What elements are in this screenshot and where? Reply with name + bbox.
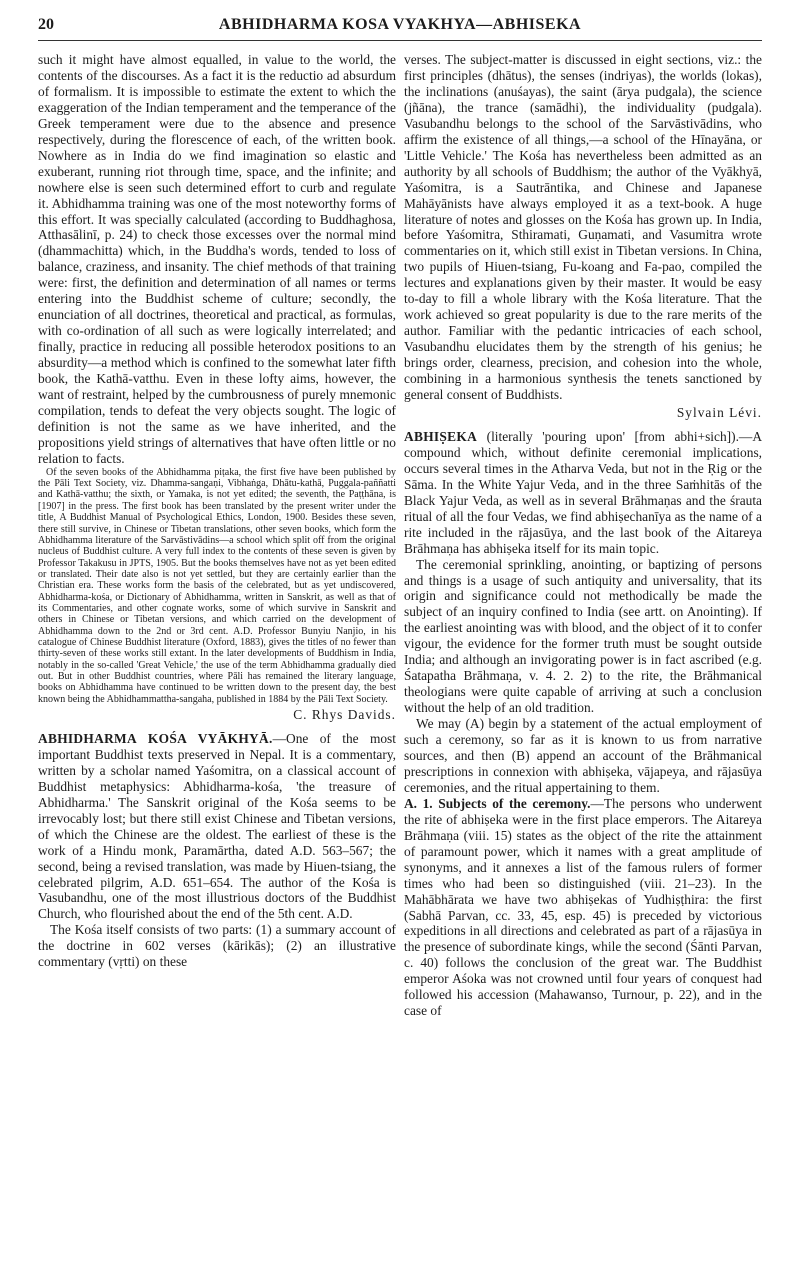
right-column bbox=[404, 52, 762, 1019]
paragraph: such it might have almost equalled, in value to the world, the contents of the discourses. As a fact it is the reductio ad absurdum of formalism. It is impossible to estimate the extent to which the exaggeration of the Indian temperament and the temperance of the Greek temperament were due to the absence and presence respectively, during the florescence of each, of the written book. Nowhere as in India do we find imagination so elastic and exuberant, running riot through time, space, and the infinite; and nowhere else is seen such determined effort to curb and regulate it. Abhidhamma training was one of the most noteworthy forms of this effort. It was specially calculated (according to Buddhaghosa, Atthasālinī, p. 24) to check those excesses over the normal mind (dhammachitta) which, in the Buddha's words, tended to loss of balance, craziness, and insanity. The chief methods of that training were: first, the definition and determination of all names or terms entering into the Buddhist scheme of culture; secondly, the enunciation of all doctrines, theoretical and practical, as formulas, with co-ordination of all such as were logically interrelated; and finally, practice in reducing all possible heterodox positions to an absurdity—a method which is confined to the somewhat later fifth book, the Kathā-vatthu. Even in these lofty aims, however, the want of restraint, helped by the cumbrousness of purely mnemonic compilation, tends to defeat the very objects sought. The logic of definition is not the same as we have inherited, and the propositions yield strings of alternatives that have often little or no relation to facts. bbox=[38, 52, 396, 466]
entry-text: —One of the most important Buddhist texts preserved in Nepal. It is a commentary, written by a scholar named Yaśomitra, on a classical account of Buddhist metaphysics: Abhidharma-kośa, 'the treasure of Abhidharma.' The Sanskrit original of the Kośa seems to be irrevocably lost; but there still exist Chinese and Tibetan versions, of which the Chinese are the oldest. The earliest of these is the work of a Hindu monk, Paramārtha, dated A.D. 563–567; the second, being a revised translation, was made by Hiuen-tsiang, the celebrated pilgrim, A.D. 651–654. The author of the Kośa is Vasubandhu, one of the most illustrious doctors of the Buddhist Church, who flourished about the end of the 5th cent. A.D. bbox=[38, 730, 396, 922]
entry-paragraph bbox=[404, 429, 762, 557]
footnote-paragraph: Of the seven books of the Abhidhamma piṭaka, the first five have been published by the Pāli Text Society, viz. Dhamma-sangaṇi, Vibhaṅga, Dhātu-kathā, Puggala-paññatti and Kathā-vatthu; the sixth, or Yamaka, is not yet edited; the seventh, the Paṭṭhāna, is [1907] in the press. The first book has been translated by the present writer under the title, A Buddhist Manual of Psychological Ethics, London, 1900. Besides these seven, there still survive, in Chinese or Tibetan translations, other seven books, which form the Abhidhamma literature of the Sarvāstivādins—a school which split off from the original nucleus of Buddhist culture. A very full index to the contents of these seven is given by Professor Takakusu in JPTS, 1905. But the books themselves have not as yet been edited or translated. Their date also is not yet settled, but they are certainly earlier than the Christian era. These works form the basis of the celebrated, but as yet undiscovered, Abhidharma-kośa, or Dictionary of Abhidhamma, written in Sanskrit, as well as that of its Commentaries, and other cognate works, some of which survive in Sanskrit and others in Chinese or Tibetan versions, and which carried on the development of Abhidhamma down to the 2nd or 3rd cent. A.D. Professor Bunyiu Nanjio, in his catalogue of Chinese Buddhist literature (Oxford, 1883), gives the titles of no fewer than thirty-seven of these works still extant. In the later developments of Buddhism in India, notably in the so-called 'Great Vehicle,' the use of the term Abhidhamma gradually died out. But in other Buddhist countries, where Pāli has remained the literary language, books on Abhidhamma have continued to be written down to the present day, the best known being the Abhidhammattha-sangaha, published in 1884 by the Pāli Text Society. bbox=[38, 466, 396, 705]
paragraph: We may (A) begin by a statement of the actual employment of such a ceremony, so far as it is known to us from narrative sources, and then (B) append an account of the Brāhmanical prescriptions in connexion with abhiṣeka, vājapeya, and rājasūya ceremonies, and the ritual appertaining to them. bbox=[404, 716, 762, 795]
paragraph: The Kośa itself consists of two parts: (1) a summary account of the doctrine in 602 verses (kārikās); (2) an illustrative commentary (vṛtti) on these bbox=[38, 922, 396, 970]
author-signature: Sylvain Lévi. bbox=[676, 404, 762, 420]
entry-paragraph bbox=[38, 731, 396, 922]
page-number: 20 bbox=[38, 16, 54, 33]
page-header bbox=[38, 14, 762, 41]
running-title: ABHIDHARMA KOSA VYAKHYA—ABHISEKA bbox=[218, 16, 582, 33]
subsection-paragraph bbox=[404, 796, 762, 1019]
subsection-text: —The persons who underwent the rite of abhiṣeka were in the first place emperors. The Aitareya Brāhmaṇa (viii. 15) states as the object of the rite the attainment of paramount power, which it names with a great amplitude of synonyms, and it annexes a list of the famous rulers of former times who had been so distinguished (viii. 21–23). In the Mahābhārata we have two abhiṣekas of Yudhiṣṭhira: the first (Sabhā Parvan, cc. 33, 45, esp. 45) is preceded by victorious expeditions in all directions and celebrated as part of a rājasūya in the presence of subordinate kings, while the second (Śānti Parvan, c. 40) follows the conclusion of the great war. The Buddhist emperor Aśoka was not crowned until four years of conquest had followed his accession (Mahawanso, Turnour, p. 22), and in the case of bbox=[404, 795, 762, 1019]
paragraph: The ceremonial sprinkling, anointing, or baptizing of persons and things is a usage of such antiquity and universality, that its origin and significance could not methodically be made the subject of an inquiry confined to India (see artt. on Anointing). If the earliest anointing was with blood, and the object of it to confer vigour, the evidence for the former truth must be sought outside India; and although an invigorating power is in fact ascribed (e.g. Śatapatha Brāhmaṇa, v. 4. 2. 2) to the rite, the Brāhmanical theologians were quite capable of arriving at such a conclusion without the help of an old tradition. bbox=[404, 556, 762, 716]
entry-text: (literally 'pouring upon' [from abhi+sich]).—A compound which, without definite ceremonial implications, occurs several times in the Atharva Veda, but not in the Ṛig or the Sāma. In the White Yajur Veda, and in the three Saṁhitās of the Black Yajur Veda, as well as in several Brāhmaṇas and the śrauta ritual of all the four Vedas, we find abhiṣechanīya as the name of a rite included in the rājasūya, and the last book of the Aitareya Brāhmaṇa has abhiṣeka itself for its main topic. bbox=[404, 428, 762, 556]
entry-heading: ABHIṢEKA bbox=[404, 428, 478, 444]
author-signature: C. Rhys Davids. bbox=[293, 707, 396, 722]
subsection-heading: A. 1. Subjects of the ceremony. bbox=[404, 795, 591, 811]
paragraph: verses. The subject-matter is discussed in eight sections, viz.: the first principles (dhātus), the senses (indriyas), the worlds (lokas), the inclinations (anuśayas), the saint (ārya pudgala), the science (jñāna), the trance (samādhi), the individuality (pudgala). Vasubandhu belongs to the school of the Sarvāstivādins, who affirm the existence of all things,—a school of the Hīnayāna, or 'Little Vehicle.' The Kośa has nevertheless been admitted as an authority by all schools of Buddhism; the author of the Vyākhyā, Yaśomitra, is a Sautrāntika, and Chinese and Japanese Mahāyānists have always employed it as a text-book. A huge literature of notes and glosses on the Kośa has grown up. In India, before Yaśomitra, Sthiramati, Guṇamati, and Vasumitra wrote commentaries on it, which still exist in Tibetan versions. In China, two pupils of Hiuen-tsiang, Fu-koang and Fa-pao, compiled the lectures and explanations given by their master. It would be easy to-day to fill a whole library with the Kośa literature. That the work achieved so great popularity is due to the rare merits of the author. Familiar with the pedantic intricacies of each school, Vasubandhu elucidates them by the strength of his genius; he brings order, clearness, precision, and cohesion into the whole, combining in a harmonious synthesis the tenets sanctioned by general consent of Buddhists. bbox=[404, 52, 762, 403]
entry-heading: ABHIDHARMA KOŚA VYĀKHYĀ. bbox=[38, 730, 273, 746]
left-column bbox=[38, 52, 396, 970]
